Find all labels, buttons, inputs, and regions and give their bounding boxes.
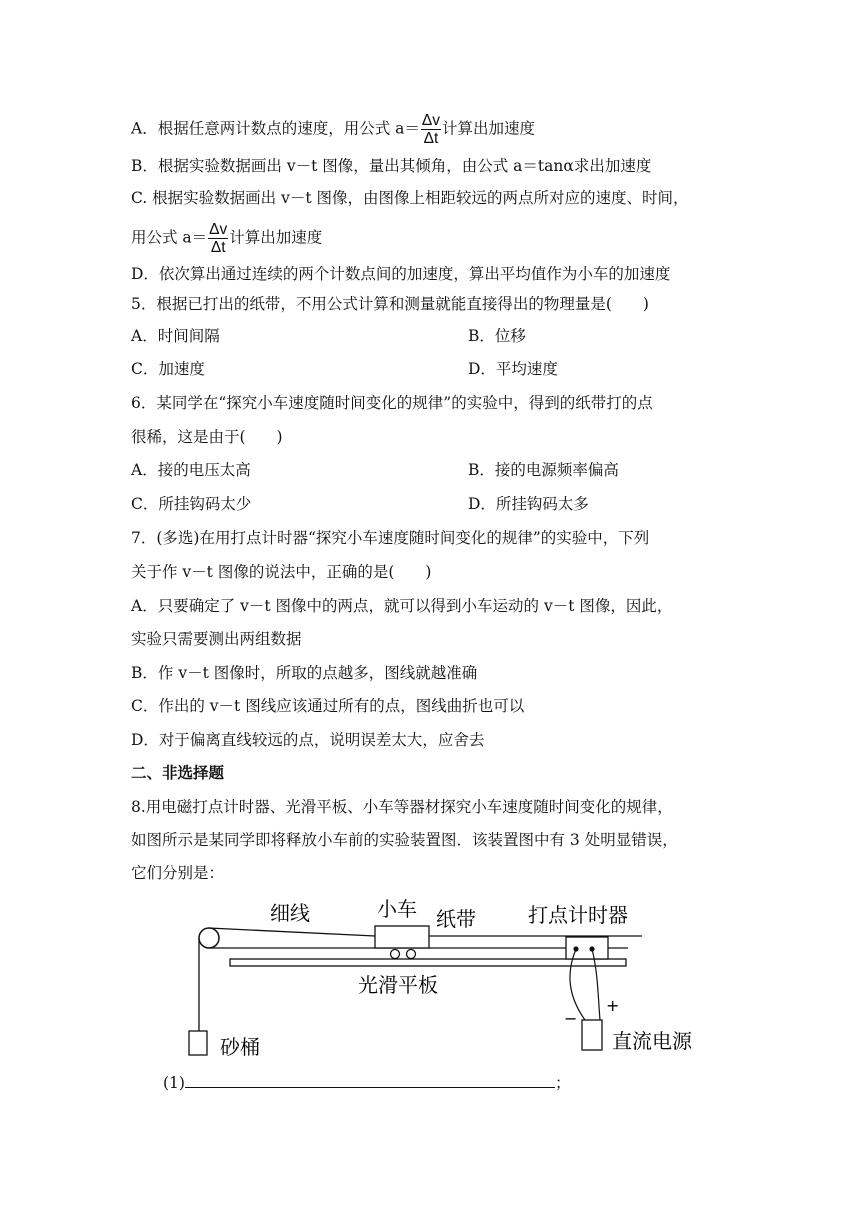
- label-timer: 打点计时器: [528, 903, 628, 927]
- q6-stem-line1: 6．某同学在“探究小车速度随时间变化的规律”的实验中，得到的纸带打的点: [131, 394, 653, 412]
- thread-line: [209, 928, 375, 936]
- cart-wheel: [391, 950, 400, 959]
- q4-option-c-line2: 用公式 a＝ $\frac{\Delta v}{\Delta t}$ 计算出加速度: [131, 221, 323, 256]
- q5-option-c: C．加速度: [131, 360, 205, 378]
- q7-option-d: D．对于偏离直线较远的点，说明误差太大，应舍去: [131, 731, 485, 749]
- label-board: 光滑平板: [358, 973, 438, 997]
- experiment-diagram: [180, 888, 692, 1068]
- fraction-delta-v-over-delta-t: $\frac{\Delta v}{\Delta t}$: [209, 221, 228, 256]
- q6-option-a: A．接的电压太高: [131, 461, 251, 479]
- q5-stem: 5．根据已打出的纸带，不用公式计算和测量就能直接得出的物理量是( ): [131, 295, 649, 313]
- q6-stem-line2: 很稀，这是由于( ): [131, 428, 283, 446]
- label-tape: 纸带: [436, 907, 476, 931]
- section-heading: 二、非选择题: [131, 764, 225, 782]
- label-bucket: 砂桶: [220, 1035, 260, 1059]
- label-minus: −: [564, 1009, 578, 1028]
- q7-option-c: C．作出的 v－t 图线应该通过所有的点，图线曲折也可以: [131, 697, 525, 715]
- answer-blank[interactable]: [185, 1073, 555, 1088]
- q7-stem-line2: 关于作 v－t 图像的说法中，正确的是( ): [131, 563, 432, 581]
- q5-option-d: D．平均速度: [468, 360, 558, 378]
- q4-option-a: A．根据任意两计数点的速度，用公式 a＝ $\frac{\Delta v}{\Delta t}$ 计算出加速度: [131, 112, 535, 147]
- q6-option-d: D．所挂钩码太多: [468, 495, 589, 513]
- q4-option-c-line1: C. 根据实验数据画出 v－t 图像，由图像上相距较远的两点所对应的速度、时间，: [131, 189, 689, 207]
- q8-stem-line2: 如图所示是某同学即将释放小车前的实验装置图．该装置图中有 3 处明显错误，: [131, 831, 678, 849]
- label-power: 直流电源: [612, 1029, 692, 1053]
- cart-body: [375, 926, 429, 948]
- q7-option-a-line2: 实验只需要测出两组数据: [131, 630, 302, 648]
- q5-option-b: B．位移: [468, 327, 526, 345]
- pulley: [199, 928, 219, 948]
- sand-bucket: [189, 1031, 207, 1055]
- label-plus: +: [606, 996, 620, 1015]
- q5-option-a: A．时间间隔: [131, 327, 220, 345]
- q4-option-b: B．根据实验数据画出 v－t 图像，量出其倾角，由公式 a＝tanα求出加速度: [131, 157, 652, 175]
- label-cart: 小车: [377, 897, 417, 921]
- q4-option-d: D．依次算出通过连续的两个计数点间的加速度，算出平均值作为小车的加速度: [131, 265, 671, 283]
- q7-option-a-line1: A．只要确定了 v－t 图像中的两点，就可以得到小车运动的 v－t 图像，因此，: [131, 597, 673, 615]
- q8-answer-1: (1) ；: [163, 1074, 571, 1092]
- q7-option-b: B．作 v－t 图像时，所取的点越多，图线就越准确: [131, 664, 478, 682]
- power-supply: [582, 1020, 602, 1050]
- q8-stem-line3: 它们分别是：: [131, 864, 225, 882]
- q8-stem-line1: 8.用电磁打点计时器、光滑平板、小车等器材探究小车速度随时间变化的规律，: [131, 798, 673, 816]
- q6-option-b: B．接的电源频率偏高: [468, 461, 619, 479]
- label-thread: 细线: [270, 901, 310, 925]
- fraction-delta-v-over-delta-t: $\frac{\Delta v}{\Delta t}$: [421, 112, 440, 147]
- cart-wheel: [407, 950, 416, 959]
- timer-box: [566, 937, 608, 959]
- q6-option-c: C．所挂钩码太少: [131, 495, 252, 513]
- board: [230, 959, 626, 966]
- q7-stem-line1: 7．(多选)在用打点计时器“探究小车速度随时间变化的规律”的实验中，下列: [131, 529, 650, 547]
